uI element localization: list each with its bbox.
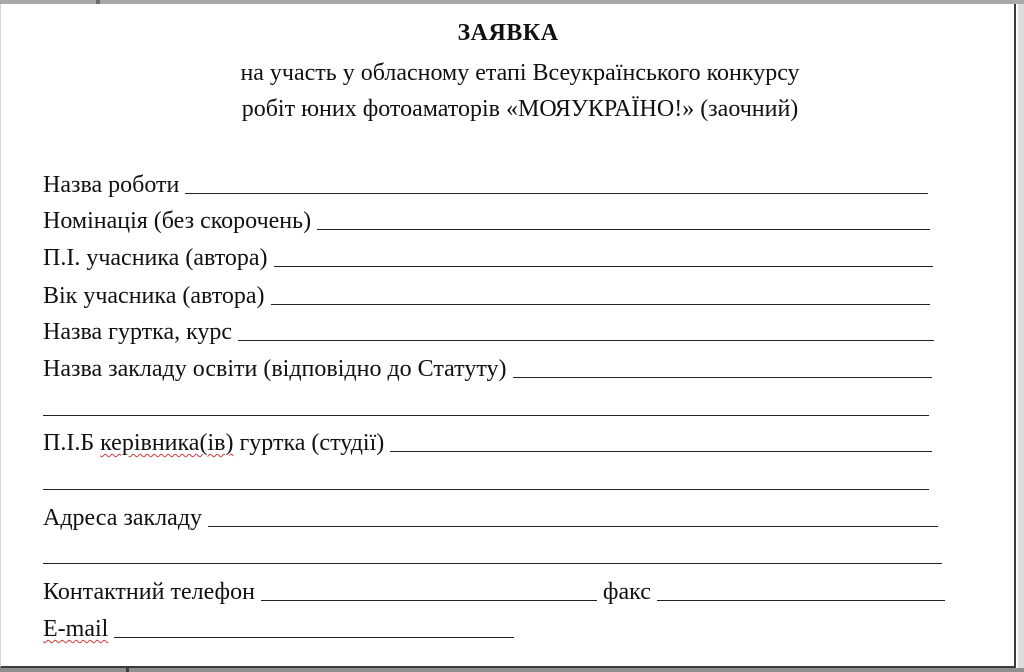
institution-name-continuation-blank[interactable] xyxy=(43,415,929,416)
participant-name-label: П.І. учасника (автора) xyxy=(43,245,268,271)
field-contact-phone-fax[interactable] xyxy=(43,576,945,606)
field-club-name[interactable] xyxy=(43,316,934,346)
participant-age-label: Вік учасника (автора) xyxy=(43,283,265,309)
leader-name-blank[interactable] xyxy=(390,451,932,452)
field-work-title[interactable] xyxy=(43,169,928,199)
institution-address-label: Адреса закладу xyxy=(43,505,203,531)
contact-phone-blank[interactable] xyxy=(261,600,597,601)
leader-name-word: керівника(ів) xyxy=(100,430,234,456)
institution-address-continuation-blank[interactable] xyxy=(43,563,942,564)
field-participant-name[interactable] xyxy=(43,242,933,272)
nomination-blank[interactable] xyxy=(317,229,930,230)
club-name-blank[interactable] xyxy=(238,340,934,341)
field-participant-age[interactable] xyxy=(43,280,930,310)
email-blank[interactable] xyxy=(114,637,514,638)
leader-name-prefix: П.І.Б xyxy=(43,430,101,456)
participant-name-blank[interactable] xyxy=(274,266,933,267)
field-nomination[interactable] xyxy=(43,205,930,235)
email-label xyxy=(43,615,114,643)
form-title: ЗАЯВКА xyxy=(457,20,559,46)
fax-blank[interactable] xyxy=(657,600,945,601)
page-bottom-marker xyxy=(126,668,129,672)
participant-age-blank[interactable] xyxy=(271,304,930,305)
work-title-blank[interactable] xyxy=(185,193,928,194)
fax-label: факс xyxy=(602,579,651,605)
contact-phone-label: Контактний телефон xyxy=(43,579,255,605)
leader-name-continuation-blank[interactable] xyxy=(43,489,929,490)
leader-name-suffix: гуртка (студії) xyxy=(233,430,385,456)
form-subtitle-line-2: робіт юних фотоаматорів «МОЯУКРАЇНО!» (заочний) xyxy=(241,96,799,122)
field-email[interactable] xyxy=(43,613,514,643)
nomination-label: Номінація (без скорочень) xyxy=(43,208,312,234)
leader-name-label xyxy=(43,429,390,457)
club-name-label: Назва гуртка, курс xyxy=(43,319,233,345)
page-bottom-shadow xyxy=(0,668,1024,672)
institution-name-blank[interactable] xyxy=(513,377,933,378)
institution-address-blank[interactable] xyxy=(208,526,938,527)
field-institution-address[interactable] xyxy=(43,502,938,532)
field-institution-name[interactable] xyxy=(43,353,932,383)
email-label-text: E-mail xyxy=(43,616,109,642)
institution-name-label: Назва закладу освіти (відповідно до Статуту) xyxy=(43,356,507,382)
work-title-label: Назва роботи xyxy=(43,172,180,198)
form-subtitle-line-1: на участь у обласному етапі Всеукраїнського конкурсу xyxy=(240,60,800,86)
field-leader-name[interactable] xyxy=(43,427,932,457)
